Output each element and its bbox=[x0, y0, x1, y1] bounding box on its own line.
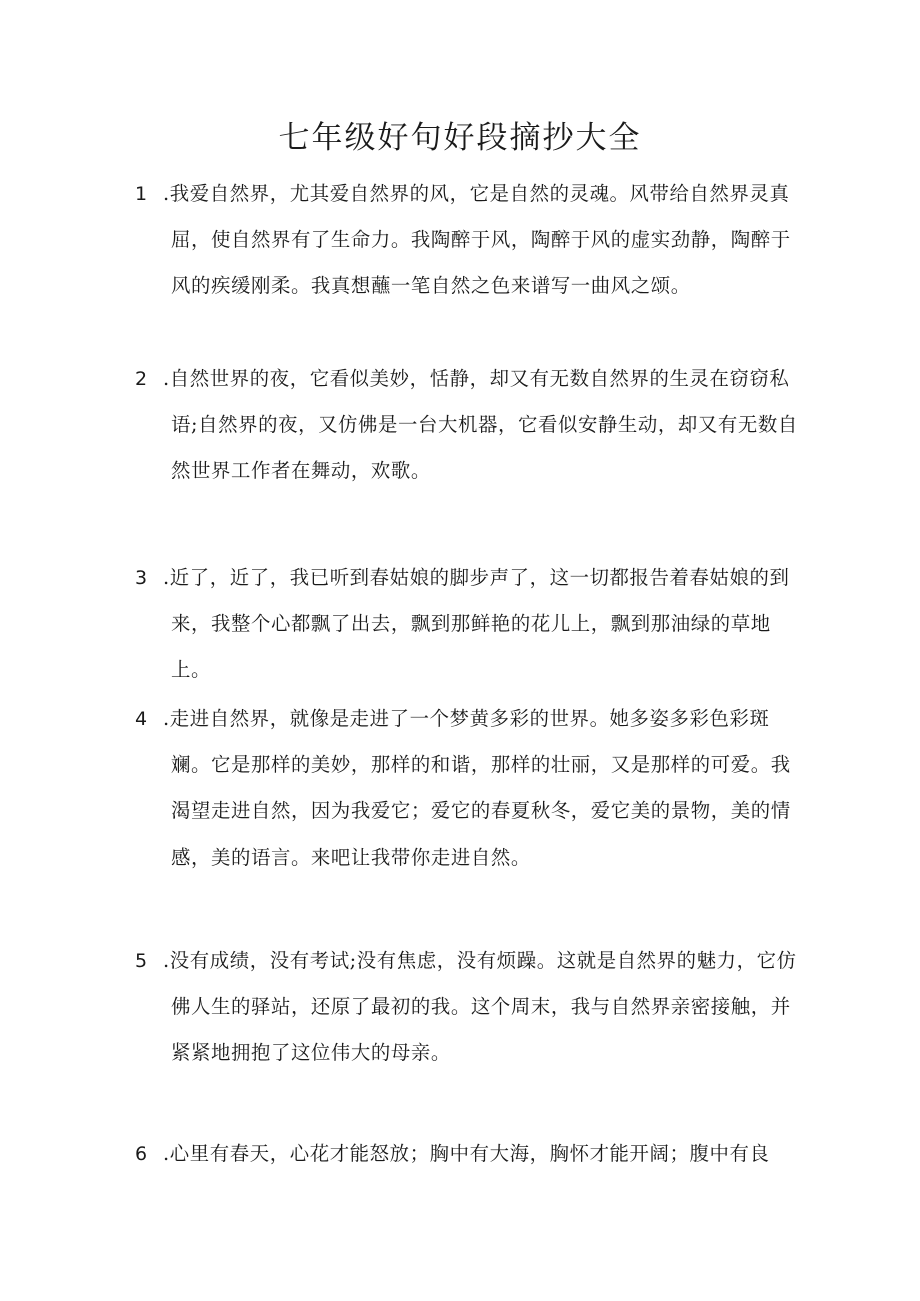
item-text: .近了，近了，我已听到春姑娘的脚步声了，这一切都报告着春姑娘的到来，我整个心都飘了出去，飘到那鲜艳的花儿上，飘到那油绿的草地上。 bbox=[163, 566, 790, 682]
list-item bbox=[135, 1131, 805, 1177]
item-number: 4 bbox=[135, 708, 148, 730]
item-text: .自然世界的夜，它看似美妙，恬静，却又有无数自然界的生灵在窃窃私语;自然界的夜，又仿佛是一台大机器，它看似安静生动，却又有无数自然世界工作者在舞动，欢歌。 bbox=[163, 367, 798, 483]
item-number: 3 bbox=[135, 567, 148, 589]
item-text: .我爱自然界，尤其爱自然界的风，它是自然的灵魂。风带给自然界灵真屈，使自然界有了生命力。我陶醉于风，陶醉于风的虚实劲静，陶醉于风的疾缓刚柔。我真想蘸一笔自然之色来谱写一曲风之颂。 bbox=[163, 182, 791, 298]
list-item bbox=[135, 696, 805, 881]
item-text: .没有成绩，没有考试;没有焦虑，没有烦躁。这就是自然界的魅力，它仿佛人生的驿站，还原了最初的我。这个周末，我与自然界亲密接触，并紧紧地拥抱了这位伟大的母亲。 bbox=[163, 949, 797, 1065]
list-item bbox=[135, 171, 805, 310]
item-number: 5 bbox=[135, 950, 148, 972]
item-number: 6 bbox=[135, 1143, 148, 1165]
item-text: .走进自然界，就像是走进了一个梦黄多彩的世界。她多姿多彩色彩斑斓。它是那样的美妙，那样的和谐，那样的壮丽，又是那样的可爱。我渴望走进自然，因为我爱它；爱它的春夏秋冬，爱它美的景物，美的情感，美的语言。来吧让我带你走进自然。 bbox=[163, 707, 791, 869]
list-item bbox=[135, 938, 805, 1077]
item-number: 1 bbox=[135, 183, 148, 205]
list-item bbox=[135, 356, 805, 495]
item-number: 2 bbox=[135, 368, 148, 390]
page-title: 七年级好句好段摘抄大全 bbox=[278, 120, 642, 156]
item-text: .心里有春天，心花才能怒放；胸中有大海，胸怀才能开阔；腹中有良 bbox=[163, 1142, 770, 1165]
list-item bbox=[135, 555, 805, 694]
